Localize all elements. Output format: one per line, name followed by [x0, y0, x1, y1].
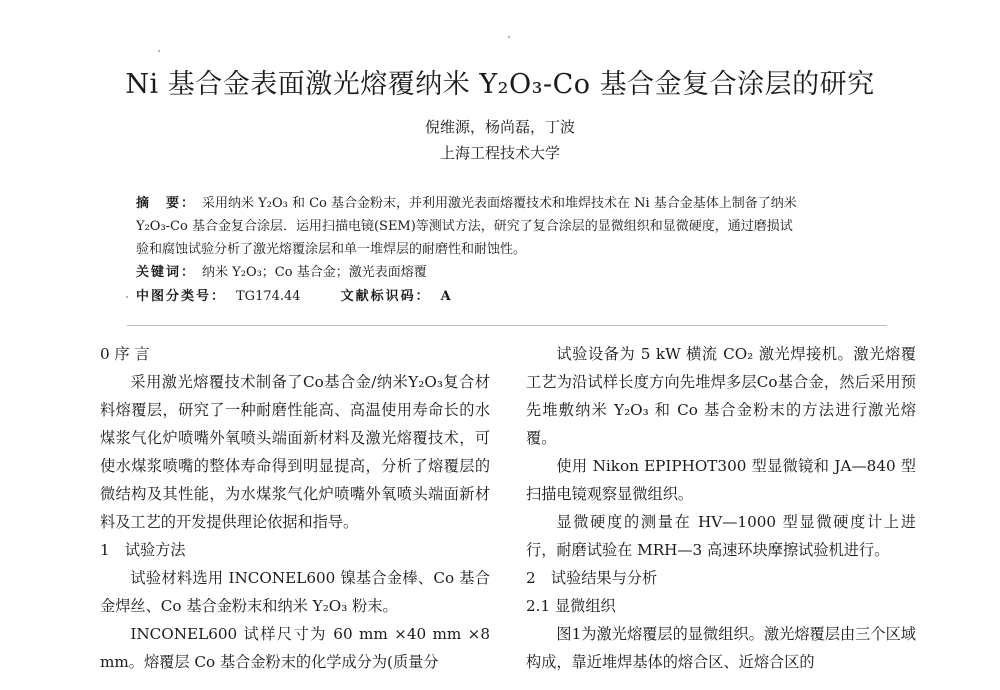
paper-authors: 倪维源，杨尚磊，丁波 — [424, 118, 575, 136]
intro-paragraph: 采用激光熔覆技术制备了Co基合金/纳米Y₂O₃复合材料熔覆层，研究了一种耐磨性能高、高温使用寿命长的水煤浆气化炉喷嘴外氧喷头端面新材料及激光熔覆技术，可使水煤浆喷嘴的整体寿命得到明显提高，分析了熔覆层的微结构及其性能，为水煤浆气化炉喷嘴外氧喷头端面新材料及工艺的开发提供理论依据和指导。 — [100, 373, 490, 531]
abstract-label: 摘 要： — [136, 196, 197, 211]
abstract-line-1 — [136, 192, 886, 215]
specimen-paragraph: INCONEL600 试样尺寸为 60 mm ×40 mm ×8 mm。熔覆层 Co 基合金粉末的化学成分为(质量分 — [100, 625, 490, 671]
keywords-value: 纳米 Y₂O₃；Co 基合金；激光表面熔覆 — [202, 265, 427, 280]
abstract-line-2: Y₂O₃-Co 基合金复合涂层．运用扫描电镜(SEM)等测试方法，研究了复合涂层的显微组织和显微硬度，通过磨损试 — [136, 219, 793, 234]
section-heading-intro: 0 序 言 — [100, 345, 150, 363]
abstract-text-1: 采用纳米 Y₂O₃ 和 Co 基合金粉末，并利用激光表面熔覆技术和堆焊技术在 Ni 基合金基体上制备了纳米 — [202, 196, 797, 211]
subsection-heading-microstructure: 2.1 显微组织 — [526, 597, 616, 615]
scan-speck — [126, 296, 128, 298]
keywords-label: 关键词： — [136, 265, 197, 280]
hardness-paragraph: 显微硬度的测量在 HV—1000 型显微硬度计上进行，耐磨试验在 MRH—3 高速环块摩擦试验机进行。 — [526, 513, 916, 559]
paper-title: Ni 基合金表面激光熔覆纳米 Y₂O₃-Co 基合金复合涂层的研究 — [125, 69, 875, 100]
microscope-paragraph: 使用 Nikon EPIPHOT300 型显微镜和 JA—840 型扫描电镜观察显微组织。 — [526, 457, 916, 503]
scan-speck — [158, 50, 160, 52]
classification-row — [136, 285, 886, 309]
left-column — [100, 340, 490, 676]
document-code-value: A — [440, 289, 451, 304]
classification-label: 中图分类号： — [136, 289, 227, 304]
equipment-paragraph: 试验设备为 5 kW 横流 CO₂ 激光焊接机。激光熔覆工艺为沿试样长度方向先堆焊多层Co基合金，然后采用预先堆敷纳米 Y₂O₃ 和 Co 基合金粉末的方法进行激光熔覆。 — [526, 345, 916, 447]
materials-paragraph: 试验材料选用 INCONEL600 镍基合金棒、Co 基合金焊丝、Co 基合金粉末和纳米 Y₂O₃ 粉末。 — [100, 569, 490, 615]
abstract-line-3: 验和腐蚀试验分析了激光熔覆涂层和单一堆焊层的耐磨性和耐蚀性。 — [136, 242, 527, 257]
right-column — [526, 340, 916, 676]
section-heading-results: 2 试验结果与分析 — [526, 569, 658, 587]
classification-value: TG174.44 — [236, 289, 301, 304]
paper-affiliation: 上海工程技术大学 — [439, 144, 560, 162]
scan-speck — [508, 36, 510, 38]
document-code-label: 文献标识码： — [340, 289, 431, 304]
section-divider — [127, 325, 887, 326]
keywords-row — [136, 261, 886, 285]
abstract-block — [136, 192, 886, 309]
section-heading-methods: 1 试验方法 — [100, 541, 186, 559]
microstructure-paragraph: 图1为激光熔覆层的显微组织。激光熔覆层由三个区域构成，靠近堆焊基体的熔合区、近熔合区的 — [526, 625, 916, 671]
